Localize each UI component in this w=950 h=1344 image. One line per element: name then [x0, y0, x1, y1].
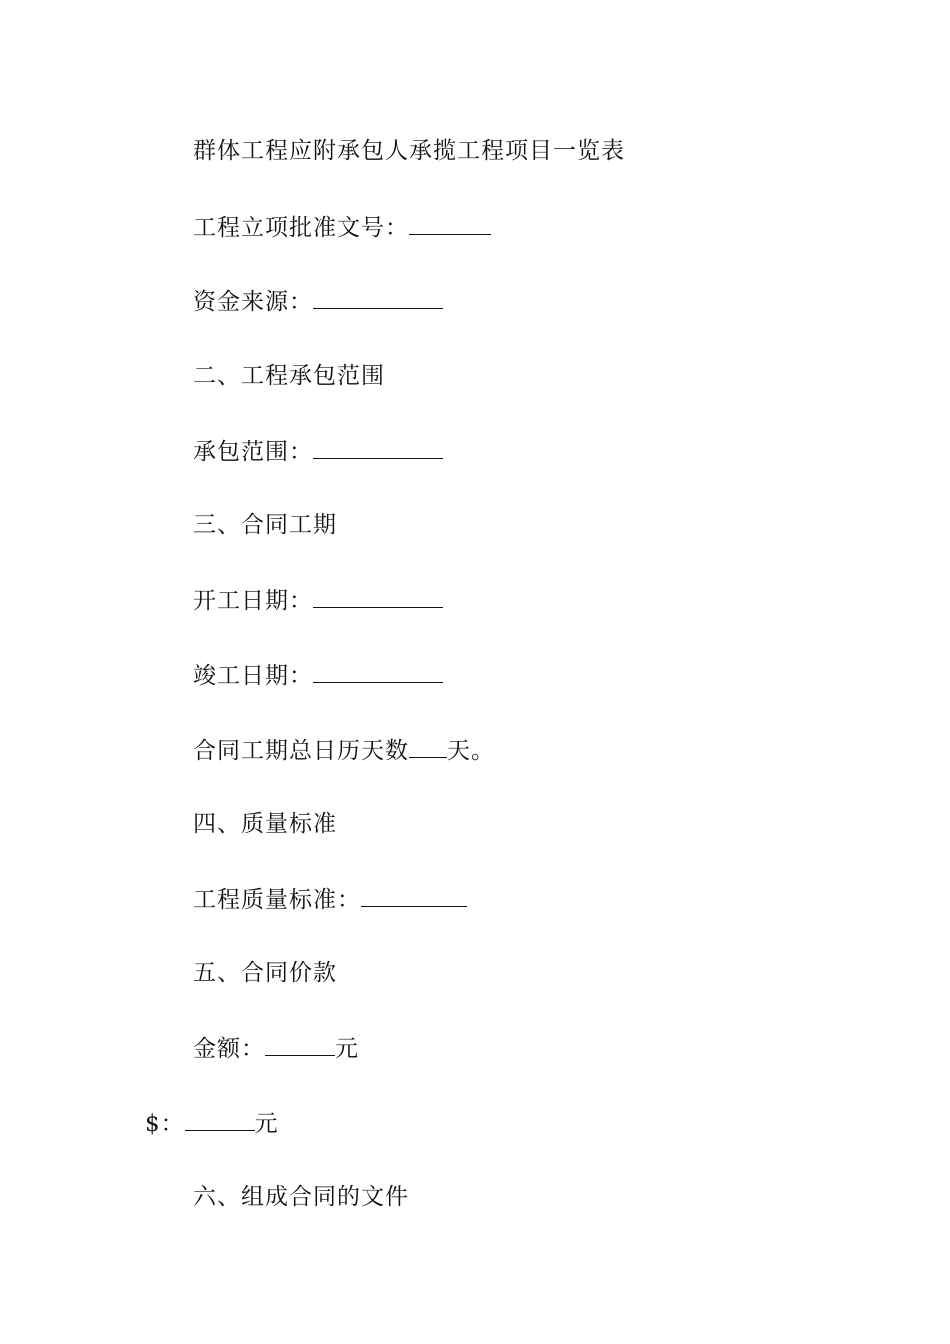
section-2-heading: 二、工程承包范围 [193, 363, 385, 389]
total-days-suffix: 天。 [447, 738, 495, 764]
dollar-row [145, 1108, 279, 1139]
approval-number-blank [409, 212, 491, 235]
start-date-row [193, 585, 443, 616]
fund-source-blank [313, 286, 443, 309]
finish-date-blank [313, 660, 443, 683]
amount-label: 金额： [193, 1036, 265, 1062]
total-days-prefix: 合同工期总日历天数 [193, 738, 409, 764]
scope-row [193, 436, 443, 467]
quality-label: 工程质量标准： [193, 887, 361, 913]
fund-source-label: 资金来源： [193, 289, 313, 315]
approval-number-row [193, 212, 491, 243]
section-5-heading: 五、合同价款 [193, 960, 337, 986]
dollar-unit: 元 [254, 1111, 279, 1137]
section-6-heading: 六、组成合同的文件 [193, 1184, 409, 1210]
scope-blank [313, 436, 443, 459]
document-title: 群体工程应附承包人承揽工程项目一览表 [193, 138, 625, 164]
amount-row [193, 1033, 359, 1064]
start-date-label: 开工日期： [193, 588, 313, 614]
amount-unit: 元 [335, 1036, 359, 1062]
total-days-row [193, 735, 495, 766]
quality-blank [361, 884, 467, 907]
section-3-heading: 三、合同工期 [193, 512, 337, 538]
finish-date-label: 竣工日期： [193, 663, 313, 689]
finish-date-row [193, 660, 443, 691]
dollar-label: $： [145, 1111, 185, 1137]
section-4-heading: 四、质量标准 [193, 811, 337, 837]
approval-number-label: 工程立项批准文号： [193, 215, 409, 241]
quality-row [193, 884, 467, 915]
amount-blank [265, 1033, 335, 1056]
scope-label: 承包范围： [193, 439, 313, 465]
start-date-blank [313, 585, 443, 608]
fund-source-row [193, 286, 443, 317]
total-days-blank [409, 735, 447, 758]
dollar-blank [185, 1108, 255, 1131]
